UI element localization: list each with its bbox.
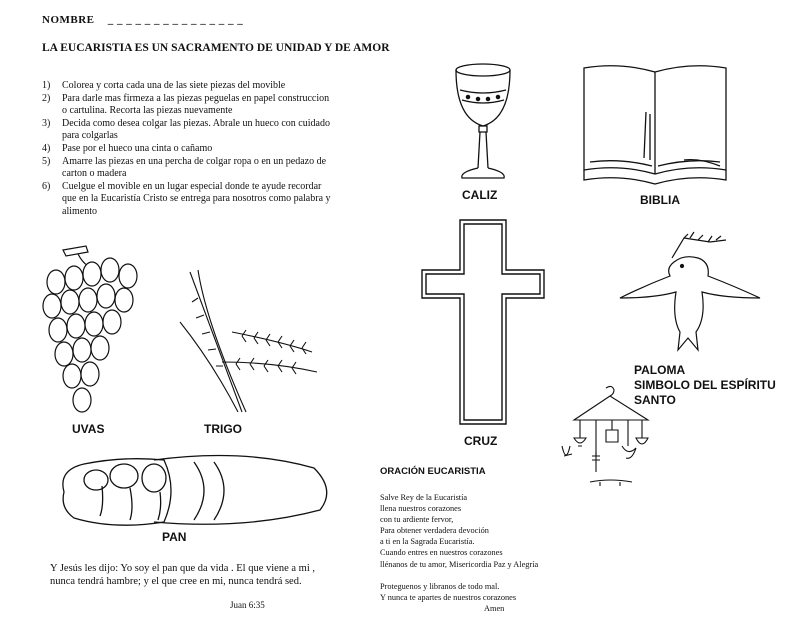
prayer-line: Para obtener verdadera devoción — [380, 526, 489, 536]
mobile-icon — [556, 386, 668, 496]
prayer-line: Proteguenos y libranos de todo mal. — [380, 581, 500, 591]
instruction-item: 5) Amarre las piezas en una percha de colgar ropa o en un pedazo de carton o madera — [42, 155, 327, 180]
wheat-label: TRIGO — [204, 422, 242, 436]
verse-line: nunca tendrá hambre; y el que cree en mi, nunca tendrá sed. — [50, 576, 302, 587]
prayer-line: a ti en la Sagrada Eucaristía. — [380, 537, 475, 547]
bible-label: BIBLIA — [640, 193, 680, 207]
name-label: NOMBRE — [42, 14, 95, 26]
prayer-line: llena nuestros corazones — [380, 504, 462, 514]
grapes-icon — [38, 242, 148, 420]
dove-icon — [614, 228, 764, 356]
dove-label-line: SIMBOLO DEL ESPÍRITU — [634, 378, 776, 392]
cross-label: CRUZ — [464, 434, 498, 448]
instruction-item: 3) Decida como desea colgar las piezas. Abrale un hueco con cuidado para colgarlas — [42, 117, 330, 142]
bread-label: PAN — [162, 530, 187, 544]
instruction-item: 4) Pase por el hueco una cinta o cañamo — [42, 142, 213, 154]
prayer-text — [380, 492, 600, 614]
prayer-line: con tu ardiente fervor, — [380, 515, 454, 525]
instruction-item: 1) Colorea y corta cada una de las siete piezas del movible — [42, 80, 286, 91]
instruction-item: 6) Cuelgue el movible en un lugar especial donde te ayude recordar que en la Eucaristía Cristo se entrega para nosotros como palabra y alimento — [42, 180, 331, 217]
dove-label-line: PALOMA — [634, 363, 686, 377]
instructions-list — [42, 80, 332, 219]
page-title: LA EUCARISTIA ES UN SACRAMENTO DE UNIDAD Y DE AMOR — [42, 42, 390, 54]
prayer-line: Cuando entres en nuestros corazones — [380, 548, 503, 558]
verse-line: Y Jesús les dijo: Yo soy el pan que da vida . El que viene a mi , — [50, 563, 315, 574]
cross-icon — [420, 218, 546, 428]
bible-icon — [580, 62, 730, 187]
prayer-line: Y nunca te apartes de nuestros corazones — [380, 592, 517, 602]
dove-label-line: SANTO — [634, 393, 676, 407]
prayer-title: ORACIÓN EUCARISTIA — [380, 466, 486, 477]
name-field — [42, 14, 243, 26]
instruction-item: 2) Para darle mas firmeza a las piezas peguelas en papel construccion o cartulina. Recorta las piezas nuevamente — [42, 92, 330, 117]
prayer-amen: Amen — [484, 603, 505, 613]
bread-icon — [44, 450, 334, 532]
prayer-line: Salve Rey de la Eucaristía — [380, 493, 468, 502]
name-blank-line: _ _ _ _ _ _ _ _ _ _ _ _ _ _ _ — [107, 14, 244, 26]
bible-verse — [50, 562, 380, 588]
prayer-line: llénanos de tu amor, Misericordia Paz y Alegría — [380, 559, 539, 569]
chalice-label: CALIZ — [462, 188, 498, 202]
verse-citation: Juan 6:35 — [230, 600, 265, 610]
chalice-icon — [448, 60, 518, 185]
grapes-label: UVAS — [72, 422, 105, 436]
wheat-icon — [172, 262, 322, 422]
